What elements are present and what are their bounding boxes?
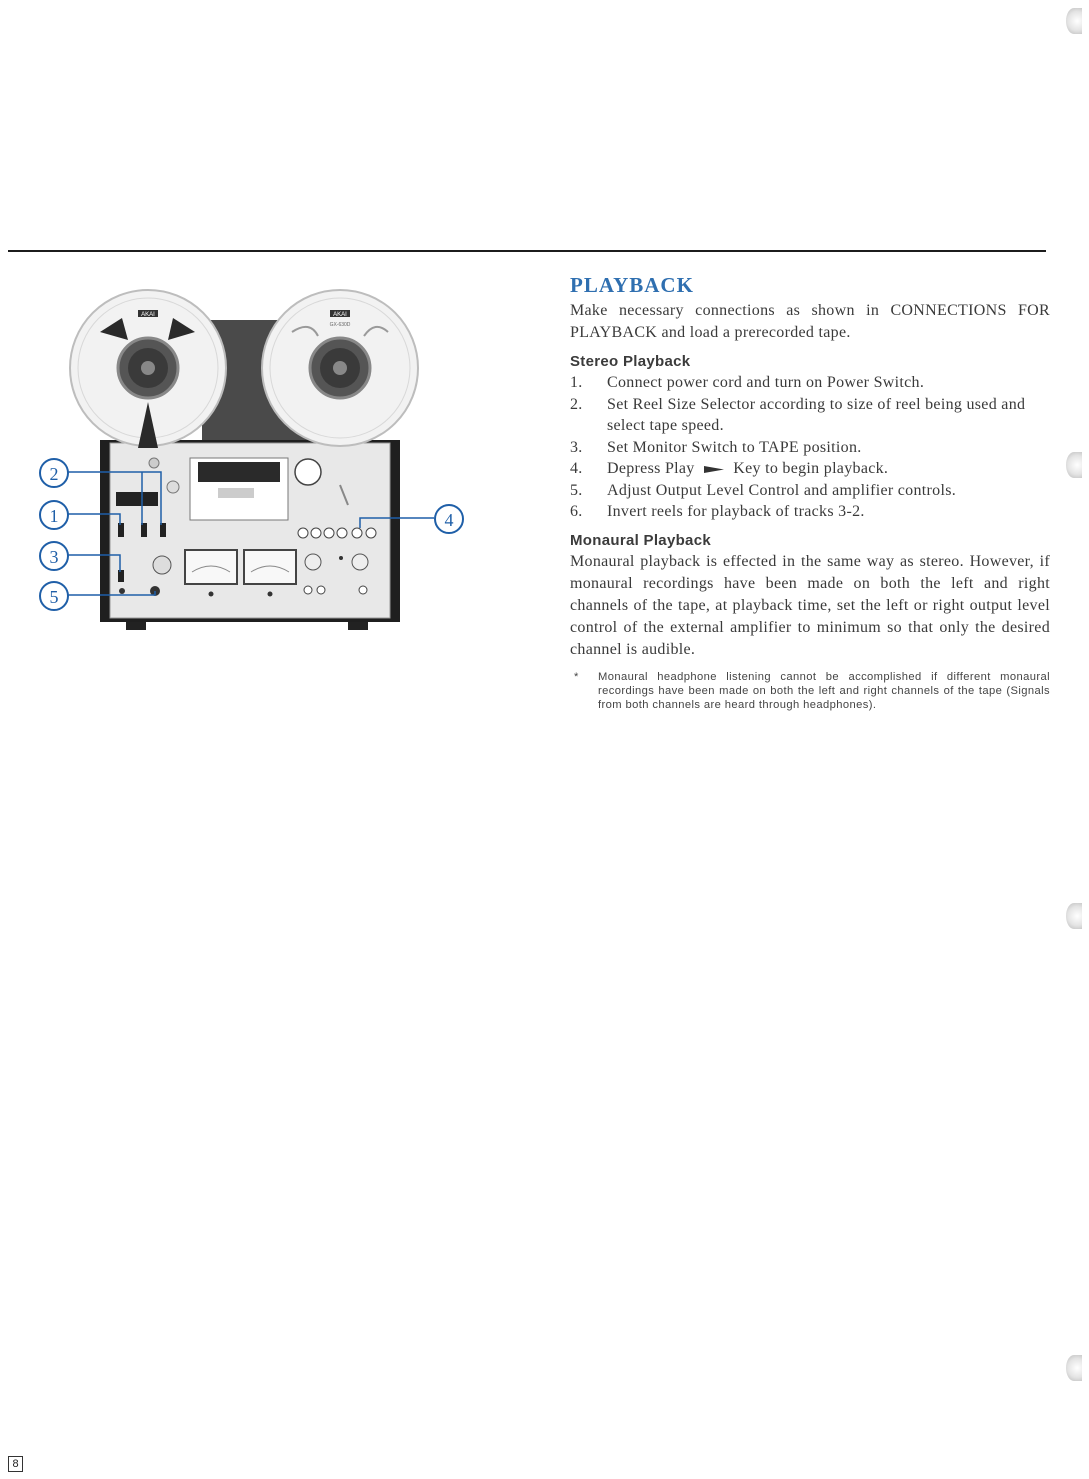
play-arrow-icon <box>703 464 725 475</box>
step-number: 5. <box>570 481 583 499</box>
callout-2 <box>40 459 68 487</box>
step-number: 4. <box>570 460 583 477</box>
stereo-heading: Stereo Playback <box>570 353 691 370</box>
step-text: Connect power cord and turn on Power Switch. <box>607 374 925 391</box>
step-number: 1. <box>570 374 583 391</box>
page-number: 8 <box>8 1456 23 1472</box>
horizontal-rule <box>8 250 1046 252</box>
step-text <box>607 458 1050 480</box>
step-text: Adjust Output Level Control and amplifier controls. <box>607 481 957 499</box>
binder-hole <box>1066 8 1082 34</box>
step-number: 6. <box>570 503 583 520</box>
step-number: 3. <box>570 438 583 456</box>
step-number: 2. <box>570 395 583 413</box>
callout-1 <box>40 501 68 529</box>
left-reel-brand: AKAI <box>141 312 155 318</box>
monaural-heading: Monaural Playback <box>570 531 711 549</box>
callout-3-label: 3 <box>49 547 59 567</box>
footnote-mark: * <box>574 670 579 683</box>
list-item <box>570 394 1050 437</box>
step-text-before: Depress Play <box>607 460 695 477</box>
binder-hole <box>1066 452 1082 478</box>
list-item <box>570 458 1050 480</box>
footnote <box>570 670 1050 712</box>
section-title: PLAYBACK <box>570 273 694 297</box>
section-intro: Make necessary connections as shown in CONNECTIONS FOR PLAYBACK and load a prerecorded tape. <box>570 302 1050 341</box>
callout-2-label: 2 <box>49 464 59 484</box>
callout-1-label: 1 <box>49 506 59 526</box>
list-item <box>570 372 1050 394</box>
binder-hole <box>1066 903 1082 929</box>
list-item <box>570 501 1050 523</box>
list-item <box>570 480 1050 502</box>
playback-section <box>570 273 1050 712</box>
monaural-body: Monaural playback is effected in the same way as stereo. However, if monaural recordings have been made on both the left and right channels of the tape, at playback time, set the left or right output level control of the external amplifier to minimum so that only the desired channel is audible. <box>570 552 1050 658</box>
callout-3 <box>40 542 68 570</box>
tape-deck-figure <box>30 280 475 640</box>
binder-hole <box>1066 1355 1082 1381</box>
right-reel-brand: AKAI <box>333 312 347 318</box>
list-item <box>570 437 1050 459</box>
callout-5 <box>40 582 68 610</box>
callout-4 <box>435 505 463 533</box>
step-text: Set Monitor Switch to TAPE position. <box>607 438 862 456</box>
footnote-text: Monaural headphone listening cannot be accomplished if different monaural recordings have been made on both the left and right channels of the tape (Signals from both channels are heard through headphones). <box>598 670 1050 711</box>
callout-5-label: 5 <box>49 587 59 607</box>
step-text: Set Reel Size Selector according to size of reel being used and select tape speed. <box>607 395 1026 434</box>
stereo-steps <box>570 372 1050 523</box>
step-text-after: Key to begin playback. <box>733 460 889 477</box>
callout-4-label: 4 <box>444 510 454 530</box>
step-text: Invert reels for playback of tracks 3-2. <box>607 503 865 520</box>
right-reel-model: GX-630D <box>329 322 351 328</box>
